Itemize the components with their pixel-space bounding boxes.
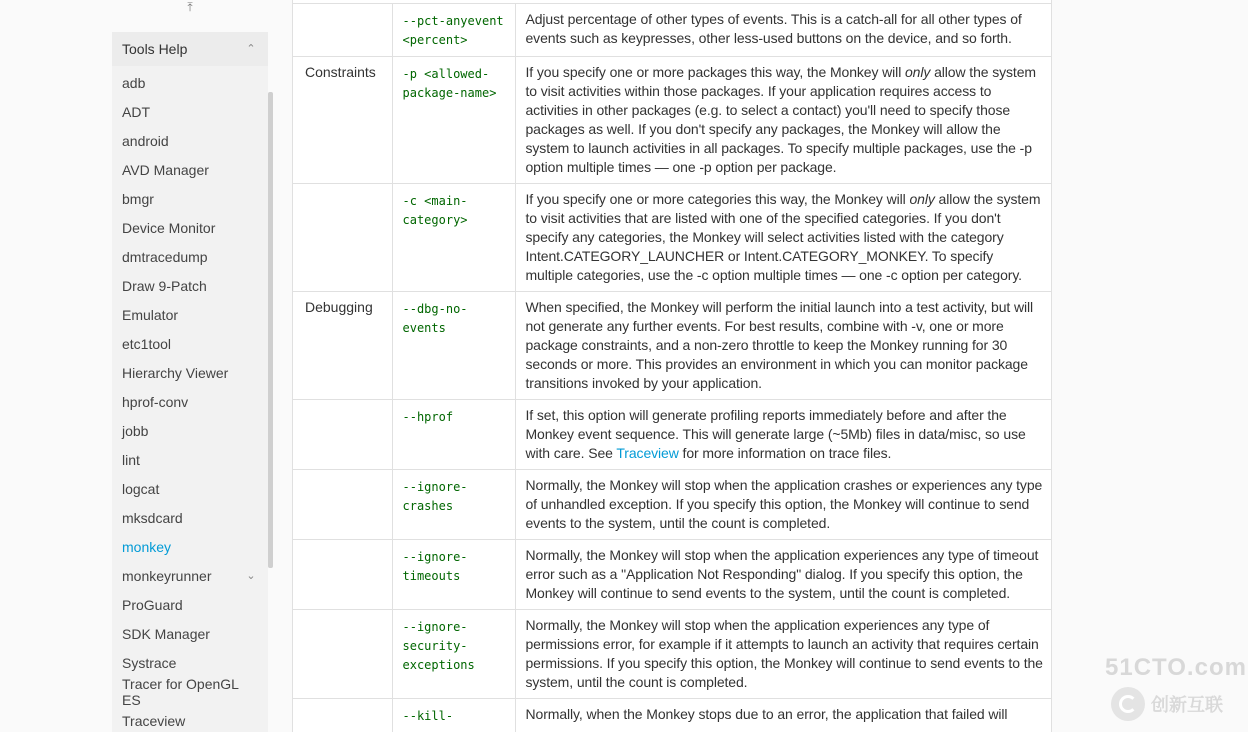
sidebar-item-proguard[interactable]: [112, 590, 268, 619]
option-cell: --ignore-security-exceptions: [392, 610, 515, 699]
sidebar-item-etc1tool[interactable]: [112, 329, 268, 358]
category-cell: [293, 4, 392, 57]
description-text: for more information on trace files.: [678, 445, 892, 461]
option-cell: --dbg-no-events: [392, 292, 515, 400]
emphasis-text: only: [905, 64, 931, 80]
option-cell: --pct-anyevent <percent>: [392, 4, 515, 57]
category-cell: [293, 610, 392, 699]
sidebar-item-label: android: [122, 132, 169, 149]
emphasis-text: only: [909, 191, 935, 207]
sidebar-item-logcat[interactable]: [112, 474, 268, 503]
sidebar-item-dmtracedump[interactable]: [112, 242, 268, 271]
description-cell: Normally, the Monkey will stop when the application crashes or experiences any type of unhandled exception. If you specify this option, the Monkey will continue to send events to the system, until the count is completed.: [515, 470, 1052, 540]
sidebar-item-device-monitor[interactable]: [112, 213, 268, 242]
sidebar-item-label: Traceview: [122, 712, 186, 729]
sidebar-item-mksdcard[interactable]: [112, 503, 268, 532]
scroll-top-icon[interactable]: ⤒: [187, 0, 193, 14]
sidebar-item-label: monkeyrunner: [122, 567, 212, 584]
sidebar-item-label: SDK Manager: [122, 625, 210, 642]
description-cell: Normally, the Monkey will stop when the application experiences any type of permissions error, for example if it attempts to launch an activity that requires certain permissions. If you specify this option, the Monkey will continue to send events to the system, until the count is completed.: [515, 610, 1052, 699]
option-cell: --kill-: [392, 699, 515, 732]
sidebar-item-bmgr[interactable]: [112, 184, 268, 213]
sidebar-item-label: monkey: [122, 538, 172, 555]
brand-logo-icon: [1111, 687, 1145, 721]
description-text: allow the system to visit activities that are listed with one of the specified categories. If you don't specify any categories, the Monkey will select activities listed with the category Intent.CATEGORY_LAUNCHER or Intent.CATEGORY_MONKEY. To specify multiple categories, use the -c option multiple times — one -c option per category.: [525, 191, 1041, 283]
sidebar-item-label: logcat: [122, 480, 160, 497]
description-text: allow the system to visit activities within those packages. If your application requires access to activities in other packages (e.g. to select a contact) you'll need to specify those packages as well. If you don't specify any packages, the Monkey will allow the system to launch activities in all packages. To specify multiple packages, use the -p option multiple times — one -p option per package.: [525, 64, 1036, 175]
sidebar-item-monkey[interactable]: [112, 532, 268, 561]
table-row: [293, 184, 1052, 292]
sidebar-item-label: mksdcard: [122, 509, 183, 526]
watermark-brand: [1103, 676, 1248, 732]
sidebar-item-tracer-for-opengl-es[interactable]: [112, 677, 268, 706]
description-cell: Normally, when the Monkey stops due to an error, the application that failed will: [515, 699, 1052, 732]
watermark-brand-text: 创新互联: [1151, 695, 1223, 715]
table-row: [293, 699, 1052, 732]
options-table-container: [292, 0, 1052, 732]
description-text: If set, this option will generate profiling reports immediately before and after the Monkey event sequence. This will generate large (~5Mb) files in data/misc, so use with care. See: [525, 407, 1026, 461]
sidebar: [112, 32, 268, 732]
table-row: [293, 57, 1052, 184]
sidebar-item-label: bmgr: [122, 190, 154, 207]
sidebar-item-label: lint: [122, 451, 140, 468]
category-cell: [293, 540, 392, 610]
chevron-down-icon[interactable]: ⌄: [246, 569, 256, 582]
sidebar-scrollbar[interactable]: [268, 92, 273, 568]
option-cell: --hprof: [392, 400, 515, 470]
sidebar-list: [112, 66, 268, 732]
sidebar-item-android[interactable]: [112, 126, 268, 155]
sidebar-item-label: hprof-conv: [122, 393, 189, 410]
sidebar-item-label: Hierarchy Viewer: [122, 364, 229, 381]
sidebar-item-systrace[interactable]: [112, 648, 268, 677]
traceview-link[interactable]: Traceview: [616, 445, 679, 461]
watermark-site: 51CTO.com: [1105, 654, 1247, 681]
sidebar-item-monkeyrunner[interactable]: [112, 561, 268, 590]
description-cell: Adjust percentage of other types of events. This is a catch-all for all other types of events such as keypresses, other less-used buttons on the device, and so forth.: [515, 4, 1052, 57]
description-cell: Normally, the Monkey will stop when the application experiences any type of timeout error such as a "Application Not Responding" dialog. If you specify this option, the Monkey will continue to send events to the system, until the count is completed.: [515, 540, 1052, 610]
sidebar-item-label: ProGuard: [122, 596, 183, 613]
sidebar-item-label: dmtracedump: [122, 248, 208, 265]
sidebar-item-label: jobb: [122, 422, 149, 439]
sidebar-item-lint[interactable]: [112, 445, 268, 474]
sidebar-item-adb[interactable]: [112, 68, 268, 97]
sidebar-item-sdk-manager[interactable]: [112, 619, 268, 648]
option-cell: --ignore-crashes: [392, 470, 515, 540]
sidebar-item-label: Tracer for OpenGL ES: [122, 675, 239, 708]
option-cell: -p <allowed-package-name>: [392, 57, 515, 184]
description-cell: When specified, the Monkey will perform the initial launch into a test activity, but will not generate any further events. For best results, combine with -v, one or more package constraints, and a non-zero throttle to keep the Monkey running for 30 seconds or more. This provides an environment in which you can monitor package transitions invoked by your application.: [515, 292, 1052, 400]
table-row: [293, 292, 1052, 400]
sidebar-item-traceview[interactable]: [112, 706, 268, 732]
options-table: [293, 3, 1052, 732]
sidebar-item-label: adb: [122, 74, 146, 91]
sidebar-item-label: etc1tool: [122, 335, 172, 352]
sidebar-header-title: Tools Help: [122, 41, 188, 57]
sidebar-item-hprof-conv[interactable]: [112, 387, 268, 416]
table-row: [293, 400, 1052, 470]
sidebar-item-label: Device Monitor: [122, 219, 216, 236]
description-cell: [515, 184, 1052, 292]
category-cell: [293, 699, 392, 732]
option-cell: -c <main-category>: [392, 184, 515, 292]
sidebar-item-label: Emulator: [122, 306, 179, 323]
sidebar-item-jobb[interactable]: [112, 416, 268, 445]
option-cell: --ignore-timeouts: [392, 540, 515, 610]
description-text: If you specify one or more packages this way, the Monkey will: [525, 64, 905, 80]
table-row: [293, 4, 1052, 57]
table-row: [293, 470, 1052, 540]
sidebar-item-label: Systrace: [122, 654, 177, 671]
table-row: [293, 610, 1052, 699]
sidebar-item-emulator[interactable]: [112, 300, 268, 329]
sidebar-item-label: ADT: [122, 103, 150, 120]
sidebar-item-avd-manager[interactable]: [112, 155, 268, 184]
category-cell: Constraints: [293, 57, 392, 184]
sidebar-item-label: AVD Manager: [122, 161, 209, 178]
chevron-up-icon[interactable]: ⌃: [246, 43, 256, 55]
description-cell: [515, 57, 1052, 184]
sidebar-item-draw-9-patch[interactable]: [112, 271, 268, 300]
sidebar-item-hierarchy-viewer[interactable]: [112, 358, 268, 387]
sidebar-item-label: Draw 9-Patch: [122, 277, 207, 294]
category-cell: [293, 470, 392, 540]
category-cell: [293, 184, 392, 292]
table-row: [293, 540, 1052, 610]
category-cell: Debugging: [293, 292, 392, 400]
description-text: If you specify one or more categories this way, the Monkey will: [525, 191, 910, 207]
description-cell: [515, 400, 1052, 470]
category-cell: [293, 400, 392, 470]
sidebar-item-adt[interactable]: [112, 97, 268, 126]
sidebar-section-tools-help[interactable]: [112, 32, 268, 66]
